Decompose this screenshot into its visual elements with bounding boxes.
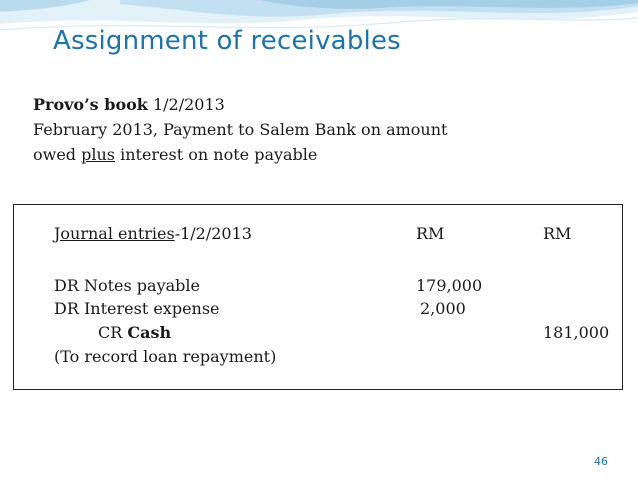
intro-book-label: Provo’s book bbox=[33, 95, 148, 114]
entry-account-interest-expense: DR Interest expense bbox=[54, 299, 220, 318]
intro-line-2: February 2013, Payment to Salem Bank on amount bbox=[33, 120, 448, 139]
entry-credit-cash: 181,000 bbox=[543, 323, 610, 342]
slide-title: Assignment of receivables bbox=[53, 26, 401, 56]
debit-column-header: RM bbox=[416, 224, 445, 243]
intro-date: 1/2/2013 bbox=[147, 95, 225, 114]
entry-debit-notes-payable: 179,000 bbox=[416, 276, 483, 295]
entry-debit-interest-expense: 2,000 bbox=[420, 299, 466, 318]
page-number: 46 bbox=[594, 455, 608, 468]
intro-line-1 bbox=[33, 92, 447, 117]
intro-line-3-post: interest on note payable bbox=[115, 145, 318, 164]
credit-column-header: RM bbox=[543, 224, 572, 243]
intro-plus-underlined: plus bbox=[81, 145, 115, 164]
journal-header-label: Journal entries bbox=[54, 224, 175, 243]
intro-line-3 bbox=[33, 142, 447, 167]
journal-header-date: -1/2/2013 bbox=[174, 224, 252, 243]
journal-note: (To record loan repayment) bbox=[54, 347, 277, 366]
intro-text bbox=[33, 92, 447, 167]
entry-account-notes-payable: DR Notes payable bbox=[54, 276, 200, 295]
intro-line-3-pre: owed bbox=[33, 145, 82, 164]
journal-entry-box bbox=[13, 204, 623, 390]
entry-account-cash bbox=[98, 323, 171, 343]
entry-cash-prefix: CR bbox=[98, 323, 128, 342]
entry-cash-bold: Cash bbox=[127, 323, 172, 342]
journal-header bbox=[54, 224, 252, 244]
